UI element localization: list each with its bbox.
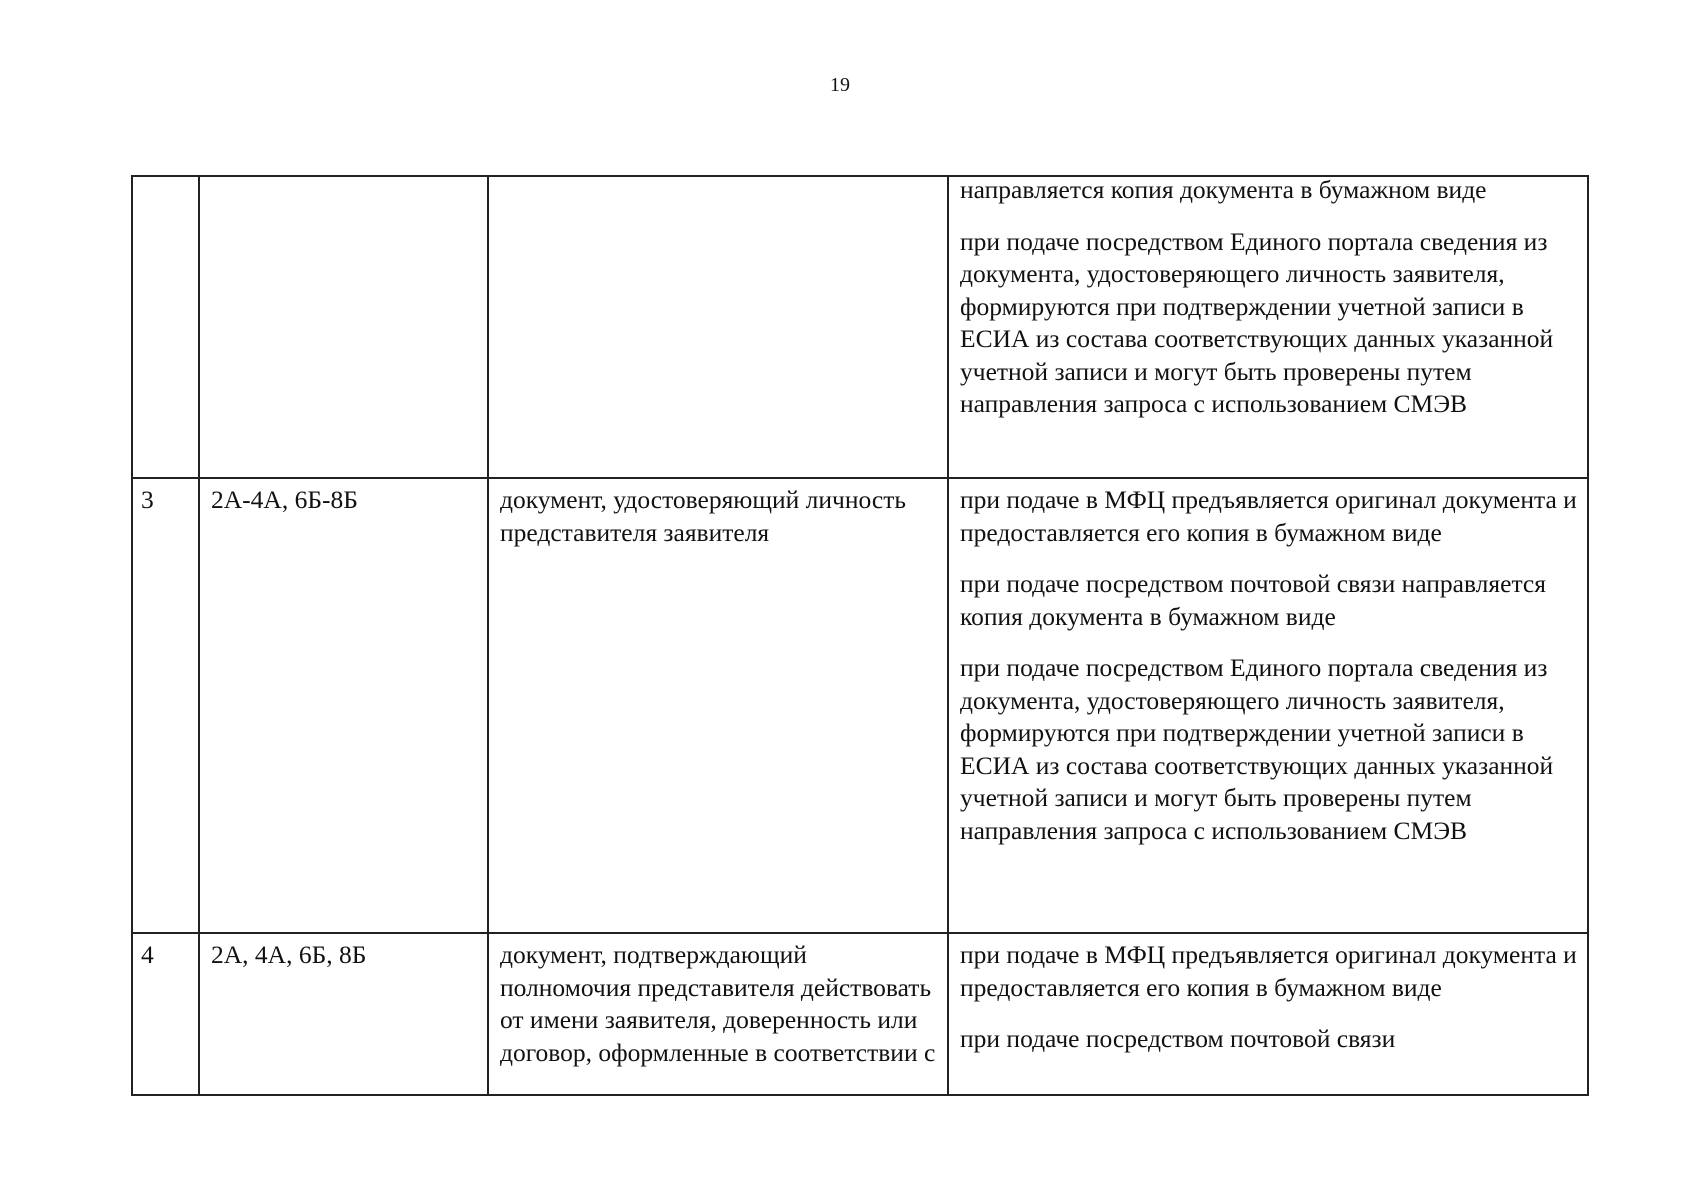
note-paragraph: при подаче в МФЦ предъявляется оригинал документа и предоставляется его копия в бумажном виде xyxy=(960,485,1577,547)
document-name-cell: документ, удостоверяющий личность представителя заявителя xyxy=(488,478,948,933)
table-row xyxy=(132,933,1588,1095)
table-row xyxy=(132,176,1588,478)
note-paragraph: при подаче посредством почтовой связи xyxy=(960,1024,1396,1053)
row-number-cell xyxy=(132,176,199,478)
note-paragraph: при подаче посредством Единого портала сведения из документа, удостоверяющего личность заявителя, формируются при подтверждении учетной записи в ЕСИА из состава соответствующих данных указанной учетной записи и могут быть проверены путем направления запроса с использованием СМЭВ xyxy=(960,226,1554,418)
applicant-codes-cell: 2А, 4А, 6Б, 8Б xyxy=(199,933,488,1095)
document-name-cell xyxy=(488,176,948,478)
document-name-cell: документ, подтверждающий полномочия представителя действовать от имени заявителя, доверенность или договор, оформленные в соответствии с xyxy=(488,933,948,1095)
requirements-table xyxy=(131,175,1589,1096)
applicant-codes-cell xyxy=(199,176,488,478)
submission-notes-cell xyxy=(948,933,1588,1095)
submission-notes-cell xyxy=(948,176,1588,478)
applicant-codes-cell: 2А-4А, 6Б-8Б xyxy=(199,478,488,933)
row-number-cell: 3 xyxy=(132,478,199,933)
note-paragraph: направляется копия документа в бумажном виде xyxy=(960,176,1487,204)
note-paragraph: при подаче посредством Единого портала сведения из документа, удостоверяющего личность заявителя, формируются при подтверждении учетной записи в ЕСИА из состава соответствующих данных указанной учетной записи и могут быть проверены путем направления запроса с использованием СМЭВ xyxy=(960,653,1554,845)
row-number-cell: 4 xyxy=(132,933,199,1095)
note-paragraph: при подаче в МФЦ предъявляется оригинал документа и предоставляется его копия в бумажном виде xyxy=(960,940,1577,1002)
note-paragraph: при подаче посредством почтовой связи направляется копия документа в бумажном виде xyxy=(960,569,1546,631)
page-number: 19 xyxy=(830,74,850,96)
table-row xyxy=(132,478,1588,933)
submission-notes-cell xyxy=(948,478,1588,933)
